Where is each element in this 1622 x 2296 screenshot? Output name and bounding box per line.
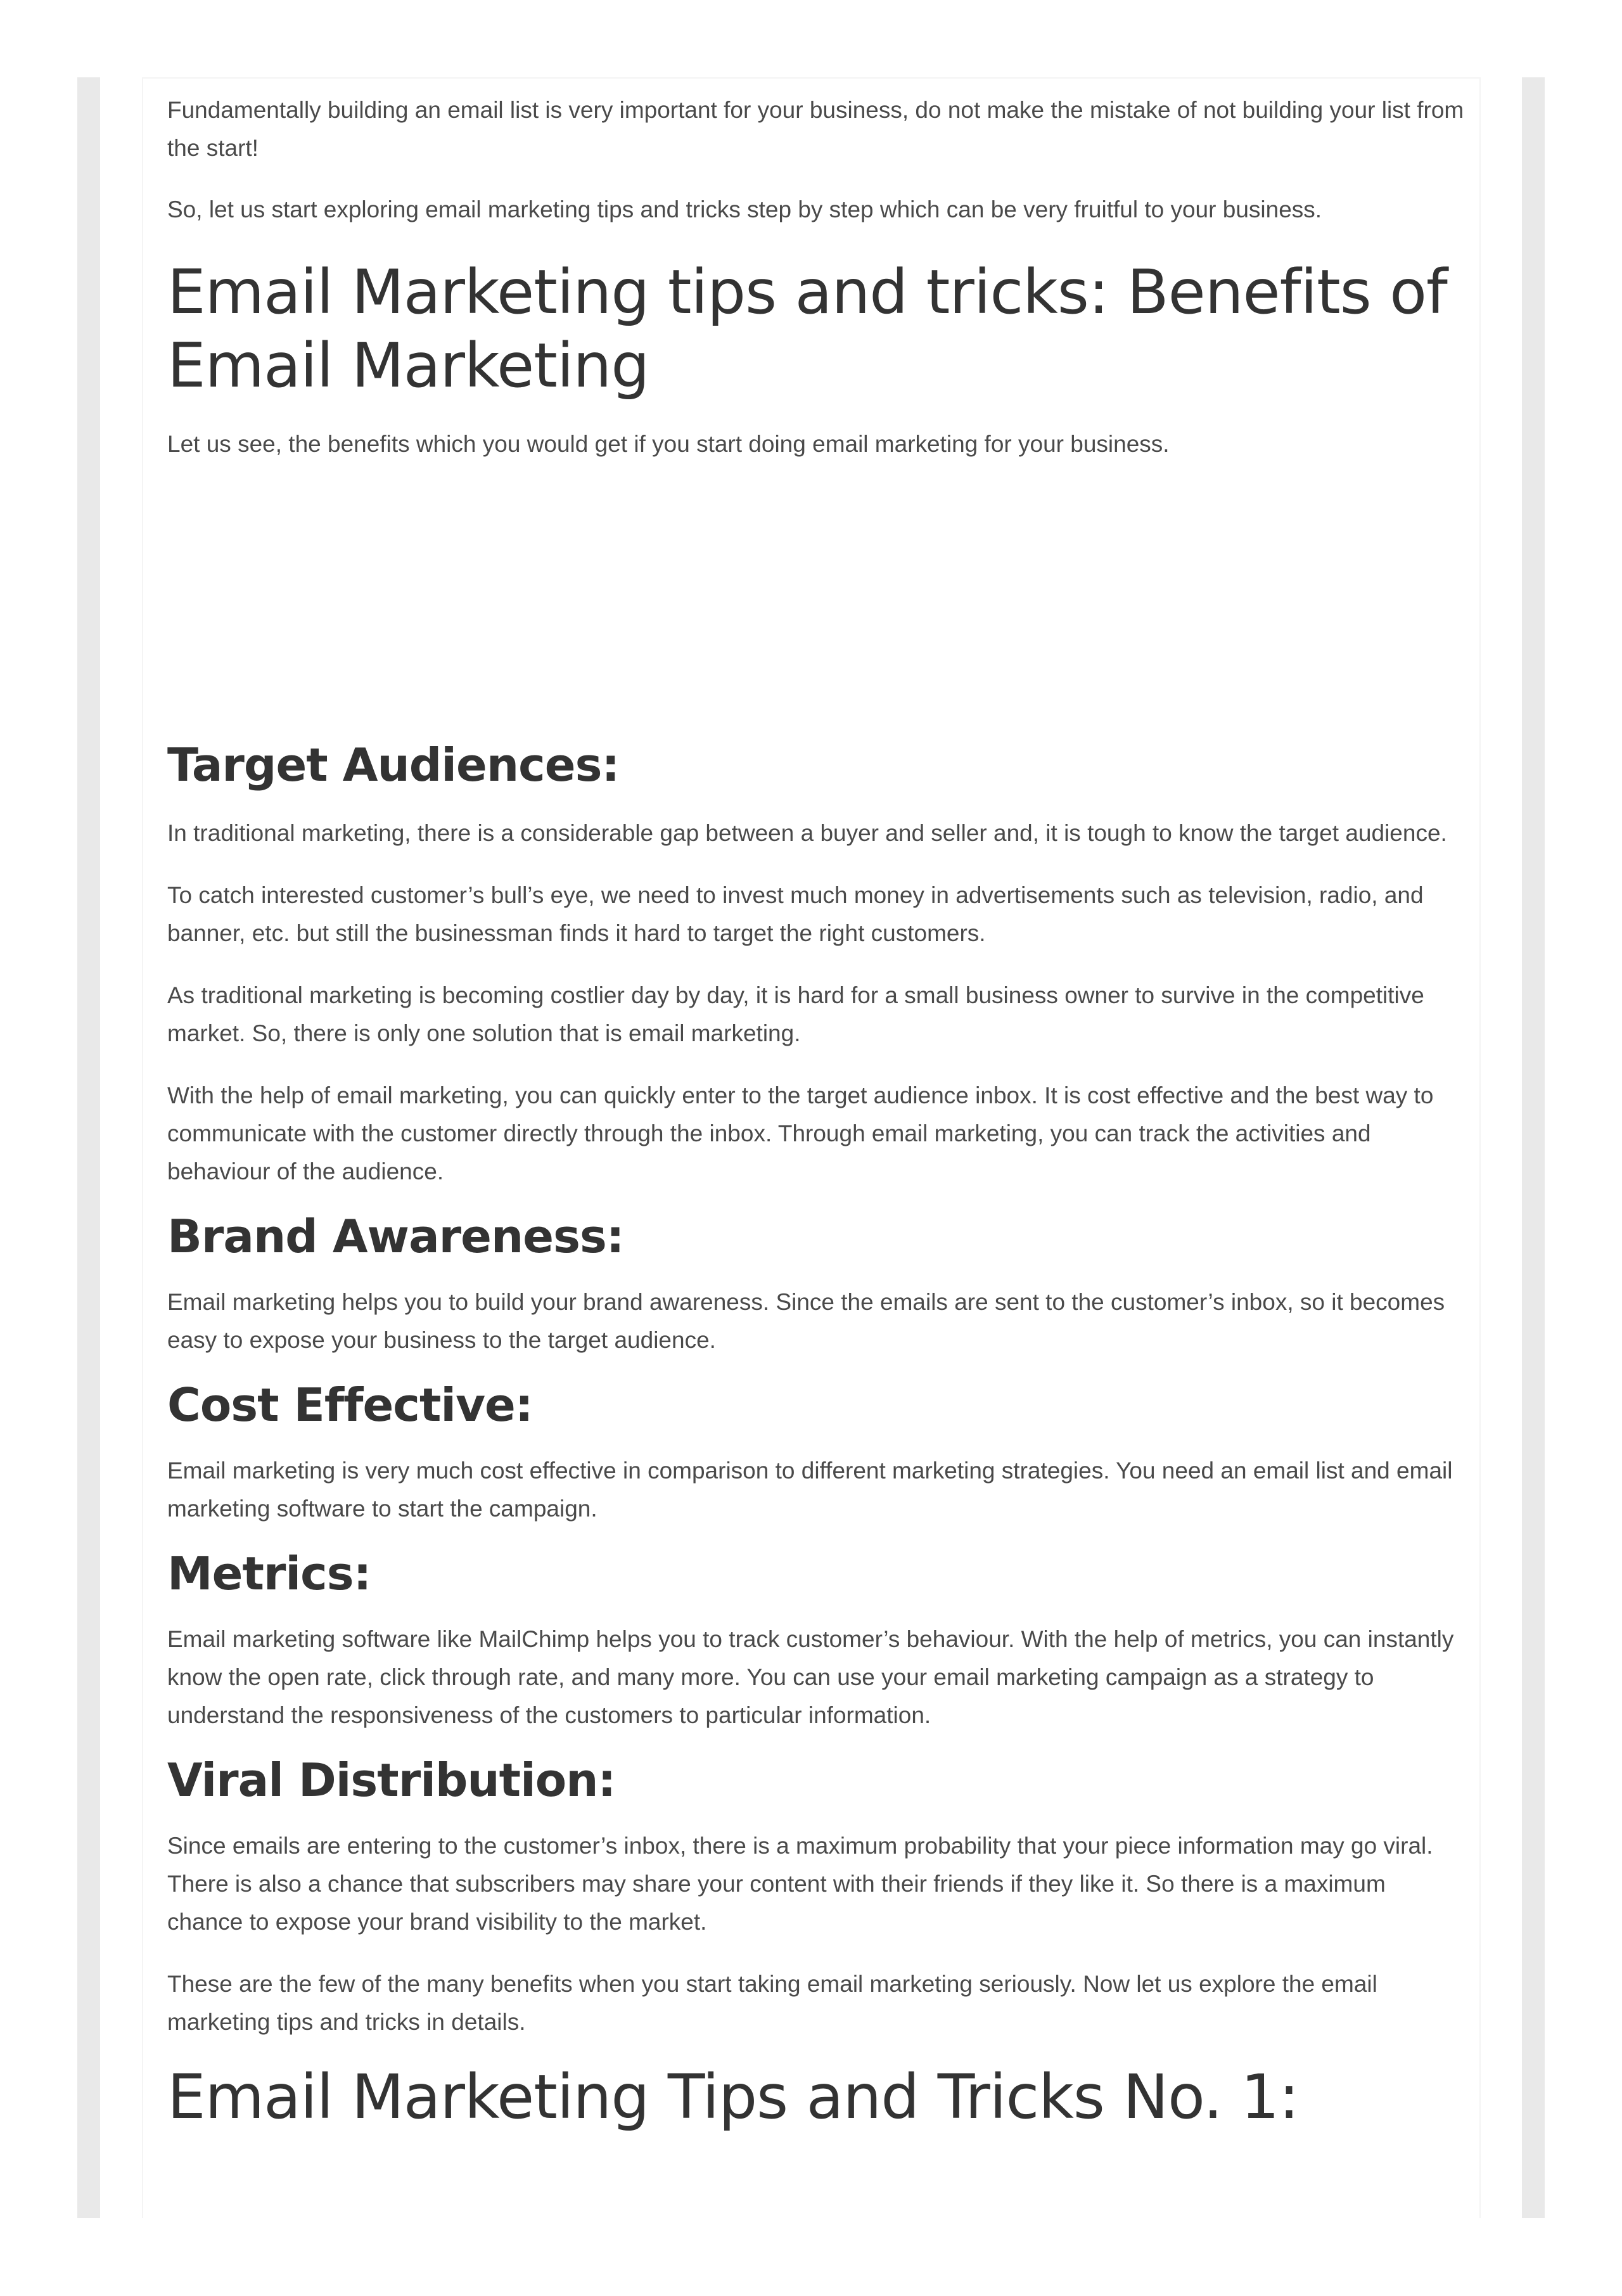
section-paragraph: Email marketing is very much cost effective in comparison to different marketing strategies. You need an email list and email marketing software to start the campaign. [167, 1458, 1453, 1522]
section-paragraph: These are the few of the many benefits when you start taking email marketing seriously. Now let us explore the email marketing tips and tricks in details. [167, 1971, 1377, 2035]
section-paragraph: In traditional marketing, there is a considerable gap between a buyer and seller and, it is tough to know the target audience. [167, 820, 1447, 846]
section-heading-brand-awareness: Brand Awareness: [167, 1210, 624, 1263]
section-paragraph: Email marketing helps you to build your brand awareness. Since the emails are sent to the customer’s inbox, so it becomes easy to expose your business to the target audience. [167, 1289, 1445, 1353]
section-paragraph: To catch interested customer’s bull’s eye, we need to invest much money in advertisements such as television, radio, and banner, etc. but still the businessman finds it hard to target the right customers. [167, 882, 1424, 946]
intro-paragraph: So, let us start exploring email marketing tips and tricks step by step which can be very fruitful to your business. [167, 196, 1322, 222]
benefits-intro: Let us see, the benefits which you would get if you start doing email marketing for your business. [167, 431, 1170, 457]
ad-placeholder [167, 463, 1466, 736]
section-paragraph: Since emails are entering to the customer’s inbox, there is a maximum probability that your piece information may go viral. There is also a chance that subscribers may share your content with their friends if they like it. So there is a maximum chance to expose your brand visibility to the market. [167, 1833, 1433, 1935]
section-heading-target-audiences: Target Audiences: [167, 738, 620, 792]
next-section-heading: Email Marketing Tips and Tricks No. 1: [167, 2062, 1299, 2132]
article-card [142, 77, 1481, 2218]
right-gutter [1522, 77, 1545, 2218]
left-gutter [77, 77, 100, 2218]
intro-paragraph: Fundamentally building an email list is very important for your business, do not make the mistake of not building your list from the start! [167, 97, 1464, 161]
section-paragraph: With the help of email marketing, you can quickly enter to the target audience inbox. It is cost effective and the best way to communicate with the customer directly through the inbox. Through email marketing, you can track the activities and behaviour of the audience. [167, 1082, 1434, 1184]
section-paragraph: As traditional marketing is becoming costlier day by day, it is hard for a small business owner to survive in the competitive market. So, there is only one solution that is email marketing. [167, 982, 1424, 1046]
section-heading-metrics: Metrics: [167, 1547, 371, 1600]
article-content [167, 91, 1466, 2134]
section-paragraph: Email marketing software like MailChimp helps you to track customer’s behaviour. With the help of metrics, you can instantly know the open rate, click through rate, and many more. You can use your email marketing campaign as a strategy to understand the responsiveness of the customers to particular information. [167, 1626, 1454, 1728]
section-heading-viral-distribution: Viral Distribution: [167, 1754, 616, 1807]
section-heading-cost-effective: Cost Effective: [167, 1378, 533, 1432]
benefits-heading: Email Marketing tips and tricks: Benefits of Email Marketing [167, 257, 1447, 401]
